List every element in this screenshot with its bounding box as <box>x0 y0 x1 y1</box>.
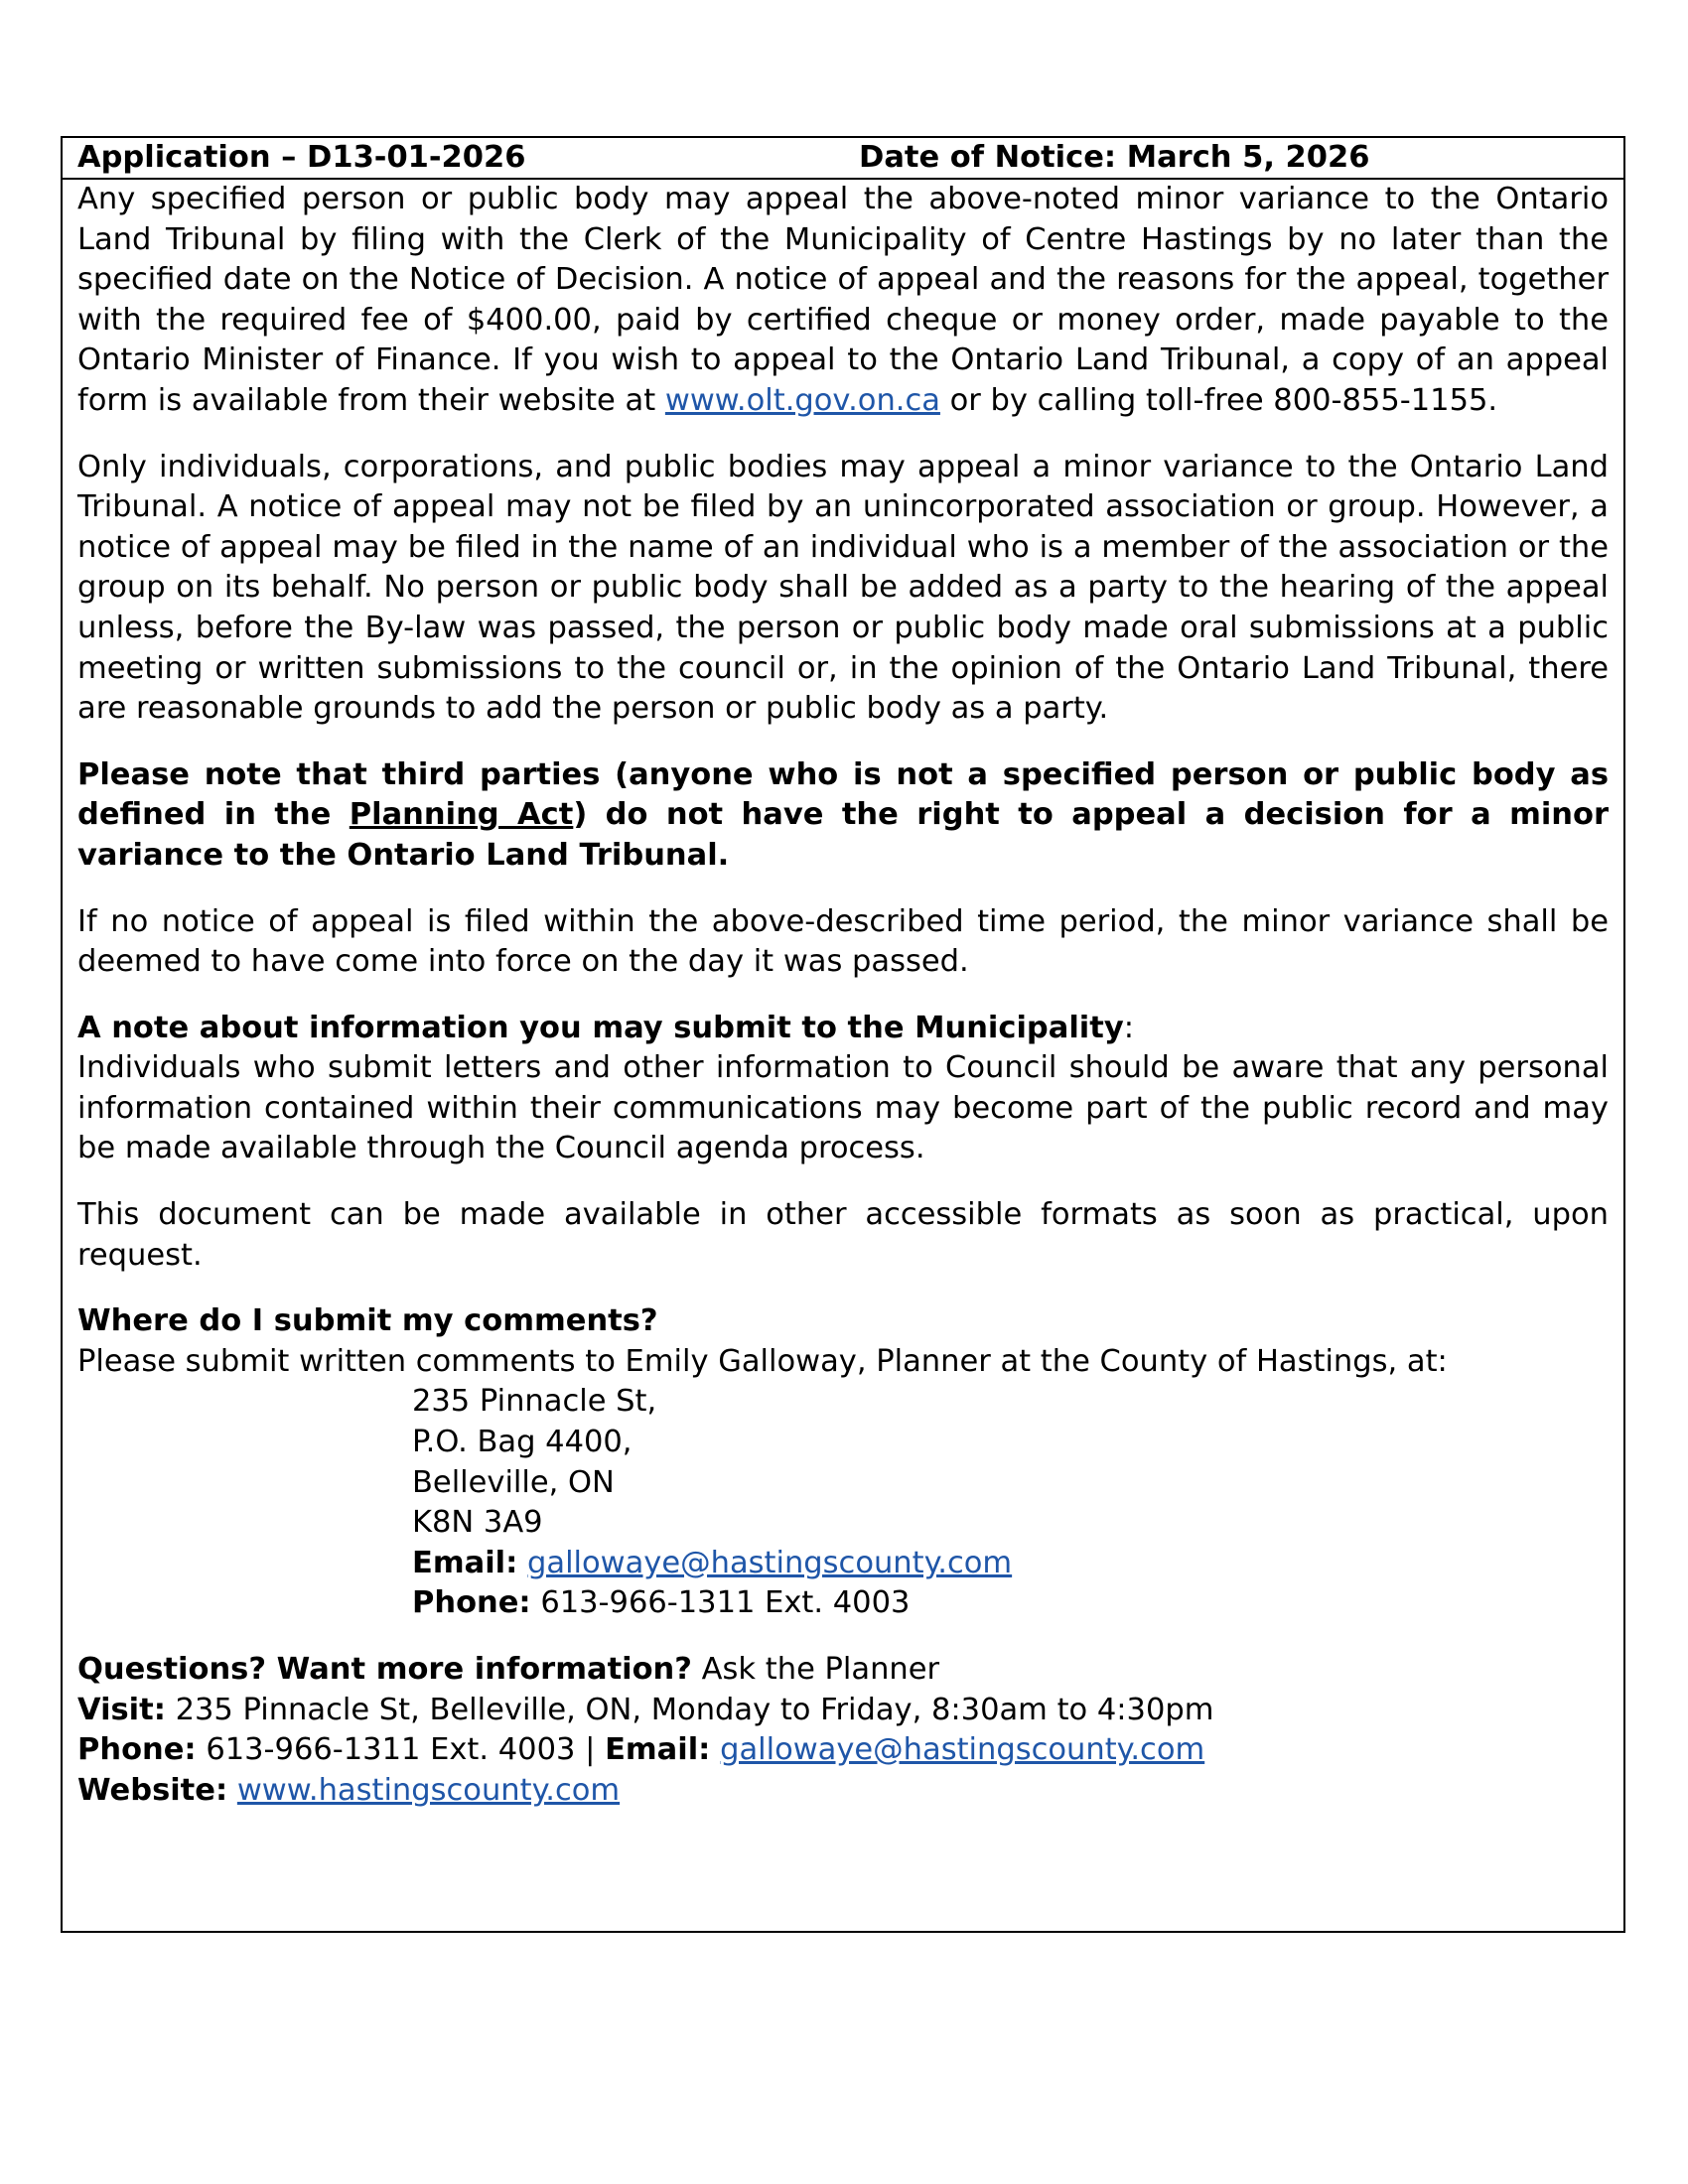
planner-phone: 613-966-1311 Ext. 4003 <box>540 1585 911 1621</box>
third-parties-paragraph <box>77 755 1609 877</box>
date-of-notice: Date of Notice: March 5, 2026 <box>859 140 1370 175</box>
website-label: Website: <box>77 1772 228 1808</box>
visit-label: Visit: <box>77 1692 166 1727</box>
notice-header <box>63 138 1623 180</box>
planning-act-reference: Planning Act <box>349 797 574 833</box>
privacy-heading-colon: : <box>1123 1010 1134 1045</box>
notice-content <box>63 180 1623 1811</box>
submit-heading: Where do I submit my comments? <box>77 1303 658 1339</box>
accessibility-paragraph: This document can be made available in other accessible formats as soon as practical, upon request. <box>77 1197 1609 1273</box>
privacy-paragraph: Individuals who submit letters and other information to Council should be aware that any personal information contained within their communications may become part of the public record and may be made available through the Council agenda process. <box>77 1050 1609 1166</box>
third-parties-text: Please note that third parties (anyone who is not a specified person or public body as defined in the <box>77 756 1609 833</box>
address-line: K8N 3A9 <box>412 1505 543 1541</box>
submit-email-line <box>412 1544 1609 1584</box>
visit-line <box>77 1691 1609 1731</box>
visit-details: 235 Pinnacle St, Belleville, ON, Monday to Friday, 8:30am to 4:30pm <box>175 1692 1214 1727</box>
contact-email-link[interactable]: gallowaye@hastingscounty.com <box>720 1732 1205 1768</box>
planner-email-link[interactable]: gallowaye@hastingscounty.com <box>527 1545 1013 1580</box>
contact-phone: 613-966-1311 Ext. 4003 | <box>206 1732 596 1768</box>
notice-box <box>61 136 1625 1933</box>
address-line: 235 Pinnacle St, <box>412 1384 657 1420</box>
third-parties-text-after: ) do not have the right to appeal a decision for a minor variance to the Ontario Land Tribunal. <box>77 797 1610 873</box>
privacy-heading-text: A note about information you may submit to the Municipality <box>77 1010 1124 1045</box>
ask-planner: Ask the Planner <box>701 1652 940 1687</box>
questions-heading: Questions? Want more information? <box>77 1652 692 1687</box>
contact-line <box>77 1730 1609 1771</box>
privacy-heading <box>77 1009 1609 1049</box>
appeal-text-after: or by calling toll-free 800-855-1155. <box>949 382 1498 418</box>
county-website-link[interactable]: www.hastingscounty.com <box>236 1772 621 1808</box>
appeal-text: Any specified person or public body may appeal the above-noted minor variance to the Ontario Land Tribunal by filing with the Clerk of the Municipality of Centre Hastings by no later than the specified date on the Notice of Decision. A notice of appeal and the reasons for the appeal, together with the required fee of $400.00, paid by certified cheque or money order, made payable to the Ontario Minister of Finance. If you wish to appeal to the Ontario Land Tribunal, a copy of an appeal form is available from their website at <box>77 182 1609 418</box>
planner-address <box>77 1382 1609 1624</box>
address-line: P.O. Bag 4400, <box>412 1425 633 1460</box>
email-label: Email: <box>412 1545 518 1580</box>
contact-email-label: Email: <box>605 1732 711 1768</box>
contact-phone-label: Phone: <box>77 1732 197 1768</box>
submit-phone-line <box>412 1583 1609 1624</box>
phone-label: Phone: <box>412 1585 531 1621</box>
questions-heading-line <box>77 1650 1609 1691</box>
website-line <box>77 1771 1609 1812</box>
olt-website-link[interactable]: www.olt.gov.on.ca <box>664 382 940 418</box>
submit-intro: Please submit written comments to Emily Galloway, Planner at the County of Hastings, at: <box>77 1343 1448 1379</box>
application-number: Application – D13-01-2026 <box>77 140 526 175</box>
no-appeal-paragraph: If no notice of appeal is filed within the above-described time period, the minor variance shall be deemed to have come into force on the day it was passed. <box>77 903 1609 980</box>
address-line: Belleville, ON <box>412 1464 615 1500</box>
eligibility-paragraph: Only individuals, corporations, and public bodies may appeal a minor variance to the Ontario Land Tribunal. A notice of appeal may not be filed by an unincorporated association or group. However, a notice of appeal may be filed in the name of an individual who is a member of the association or the group on its behalf. No person or public body shall be added as a party to the hearing of the appeal unless, before the By-law was passed, the person or public body made oral submissions at a public meeting or written submissions to the council or, in the opinion of the Ontario Land Tribunal, there are reasonable grounds to add the person or public body as a party. <box>77 449 1609 727</box>
appeal-paragraph <box>77 180 1609 422</box>
